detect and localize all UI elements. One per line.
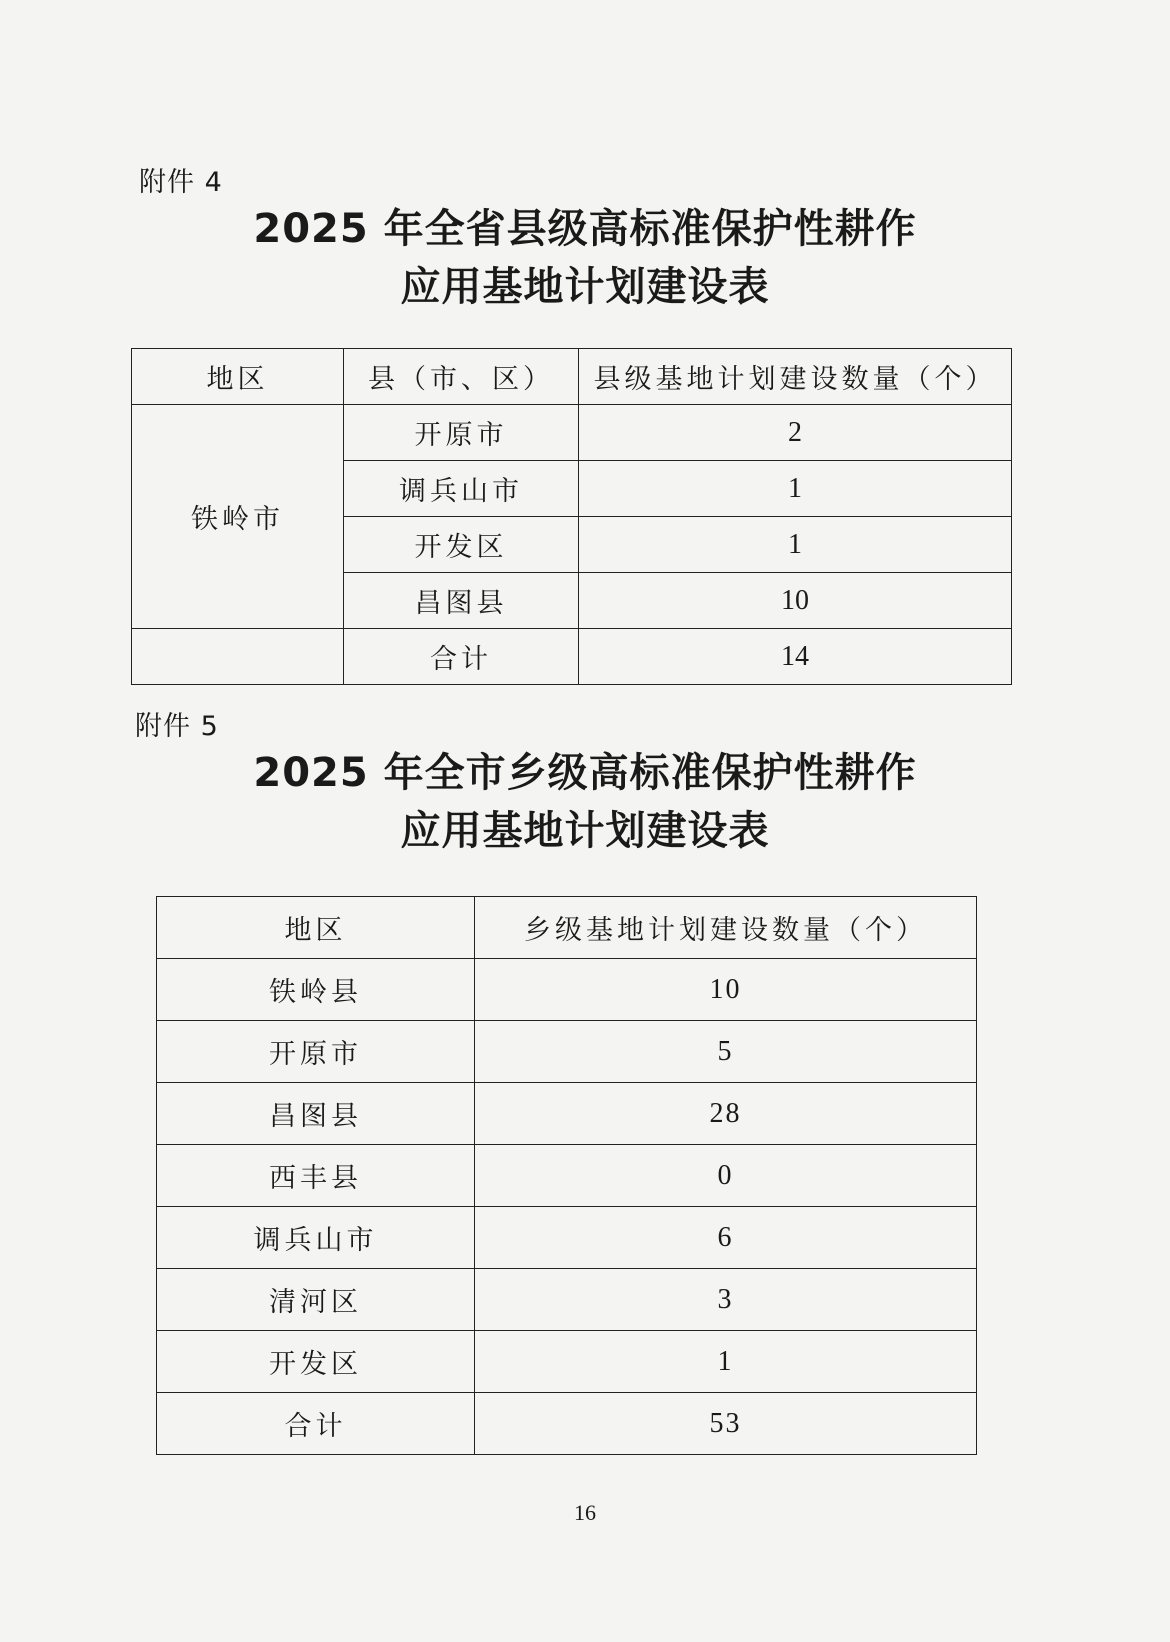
county-cell: 调兵山市: [344, 461, 579, 517]
page-number: 16: [574, 1500, 596, 1525]
attachment-5-title-line1: 2025 年全市乡级高标准保护性耕作: [253, 750, 917, 796]
attachment-5-label: 附件 5: [135, 711, 219, 742]
count-cell: 2: [579, 405, 1012, 461]
header-region: 地区: [132, 349, 344, 405]
count-cell: 1: [579, 461, 1012, 517]
count-cell: 28: [475, 1083, 977, 1145]
attachment-5-title-line2: 应用基地计划建设表: [400, 808, 770, 854]
region-cell: 铁岭县: [157, 959, 475, 1021]
empty-cell: [132, 629, 344, 685]
total-label: 合计: [157, 1393, 475, 1455]
header-region: 地区: [157, 897, 475, 959]
count-cell: 5: [475, 1021, 977, 1083]
attachment-4-title: [0, 200, 1170, 316]
total-count: 53: [475, 1393, 977, 1455]
total-row: [132, 629, 1012, 685]
table-row: [157, 1145, 977, 1207]
count-cell: 6: [475, 1207, 977, 1269]
table-row: [157, 1021, 977, 1083]
region-cell: 西丰县: [157, 1145, 475, 1207]
header-township-count: 乡级基地计划建设数量（个）: [475, 897, 977, 959]
attachment-4-title-line1: 2025 年全省县级高标准保护性耕作: [253, 206, 917, 252]
count-cell: 10: [475, 959, 977, 1021]
table-row: [157, 1331, 977, 1393]
county-cell: 开发区: [344, 517, 579, 573]
attachment-5-title: [0, 744, 1170, 860]
region-cell: 铁岭市: [132, 405, 344, 629]
header-county-count: 县级基地计划建设数量（个）: [579, 349, 1012, 405]
total-count: 14: [579, 629, 1012, 685]
region-cell: 调兵山市: [157, 1207, 475, 1269]
count-cell: 10: [579, 573, 1012, 629]
region-cell: 开原市: [157, 1021, 475, 1083]
table-row: [157, 1269, 977, 1331]
table-row: [157, 1083, 977, 1145]
table-row: [132, 405, 1012, 461]
count-cell: 0: [475, 1145, 977, 1207]
attachment-4-label: 附件 4: [139, 167, 223, 198]
header-county: 县（市、区）: [344, 349, 579, 405]
table-row: [157, 1207, 977, 1269]
total-row: [157, 1393, 977, 1455]
county-base-table: [131, 348, 1012, 685]
table-header-row: [132, 349, 1012, 405]
count-cell: 1: [475, 1331, 977, 1393]
region-cell: 昌图县: [157, 1083, 475, 1145]
region-cell: 开发区: [157, 1331, 475, 1393]
county-cell: 开原市: [344, 405, 579, 461]
township-base-table: [156, 896, 977, 1455]
region-cell: 清河区: [157, 1269, 475, 1331]
table-row: [157, 959, 977, 1021]
total-label: 合计: [344, 629, 579, 685]
count-cell: 3: [475, 1269, 977, 1331]
table-header-row: [157, 897, 977, 959]
attachment-4-title-line2: 应用基地计划建设表: [400, 264, 770, 310]
count-cell: 1: [579, 517, 1012, 573]
county-cell: 昌图县: [344, 573, 579, 629]
